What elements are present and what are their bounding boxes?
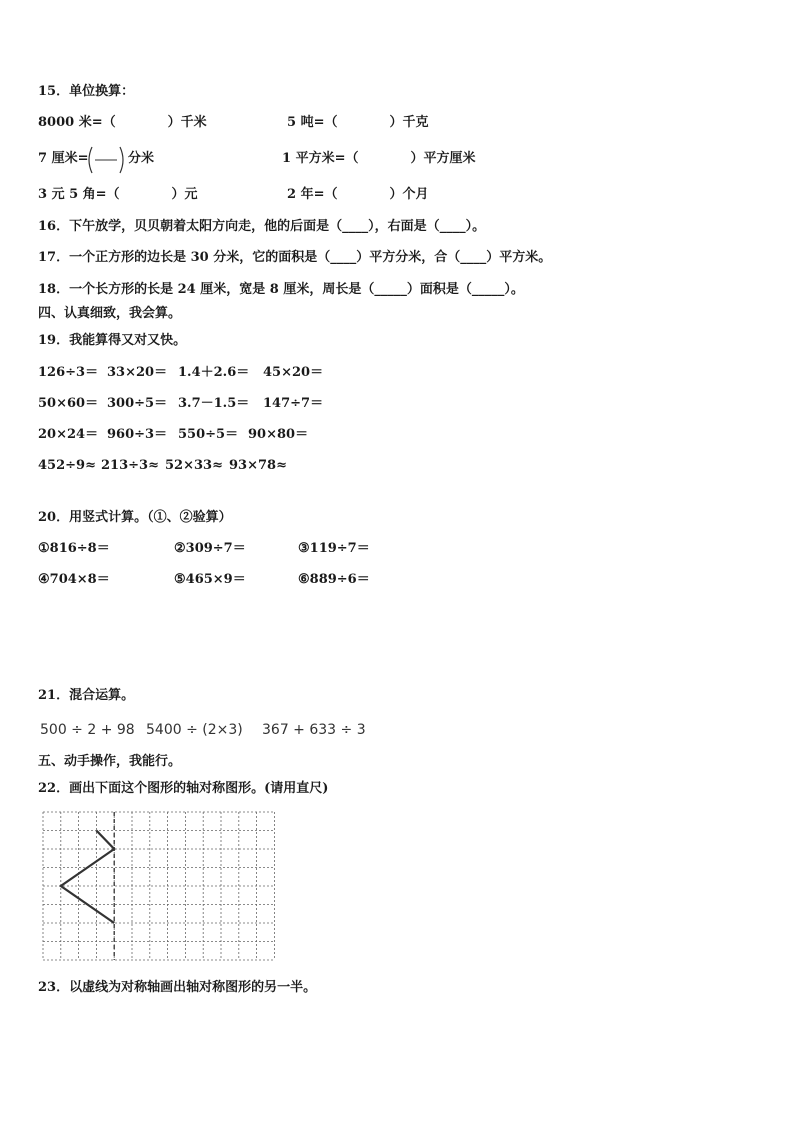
calc-item: 452÷9≈ [38,458,96,473]
vertical-calc-item: ⑤465×9＝ [174,572,246,587]
q15-row2-left-prefix: 7 厘米= [38,151,89,166]
q18-text: 18．一个长方形的长是 24 厘米，宽是 8 厘米，周长是（_____）面积是（_____）。 [38,282,524,297]
q15-row2-left-unit: 分米 [128,151,155,166]
calc-item: 50×60＝ [38,396,99,411]
q22-title: 22．画出下面这个图形的轴对称图形。(请用直尺) [38,781,329,796]
mixed-expression: 500 ÷ 2 + 98 [40,722,135,738]
symmetry-grid-figure [40,809,276,963]
grid-lines [43,812,274,960]
q15-row3-left: 3 元 5 角=（ ）元 [38,187,198,202]
fraction-blank-icon [86,146,126,174]
q15-row1-left: 8000 米=（ ）千米 [38,115,207,130]
calc-item: 3.7－1.5＝ [178,396,250,411]
q15-row2-right: 1 平方米=（ ）平方厘米 [282,151,476,166]
calc-item: 550÷5＝ [178,427,239,442]
calc-item: 147÷7＝ [263,396,324,411]
calc-item: 45×20＝ [263,365,324,380]
half-shape-polyline [61,831,114,924]
q15-row1-right: 5 吨=（ ）千克 [287,115,429,130]
vertical-calc-item: ③119÷7＝ [298,541,370,556]
q16-text: 16．下午放学，贝贝朝着太阳方向走，他的后面是（____），右面是（____）。 [38,219,486,234]
q23-title: 23．以虚线为对称轴画出轴对称图形的另一半。 [38,980,317,995]
calc-item: 300÷5＝ [107,396,168,411]
calc-item: 52×33≈ [165,458,223,473]
section-4-heading: 四、认真细致，我会算。 [38,306,182,321]
mixed-expression: 5400 ÷ (2×3) [146,722,243,738]
calc-item: 960÷3＝ [107,427,168,442]
vertical-calc-item: ⑥889÷6＝ [298,572,370,587]
q17-text: 17．一个正方形的边长是 30 分米，它的面积是（____）平方分米，合（____）平方米。 [38,250,552,265]
calc-item: 90×80＝ [248,427,309,442]
q15-row3-right: 2 年=（ ）个月 [287,187,429,202]
q15-title: 15．单位换算： [38,84,135,99]
calc-item: 126÷3＝ [38,365,99,380]
section-5-heading: 五、动手操作，我能行。 [38,754,182,769]
calc-item: 33×20＝ [107,365,168,380]
vertical-calc-item: ②309÷7＝ [174,541,246,556]
mixed-expression: 367 + 633 ÷ 3 [262,722,366,738]
q21-title: 21．混合运算。 [38,688,135,703]
calc-item: 213÷3≈ [101,458,159,473]
calc-item: 1.4＋2.6＝ [178,365,250,380]
vertical-calc-item: ①816÷8＝ [38,541,110,556]
calc-item: 20×24＝ [38,427,99,442]
q20-title: 20．用竖式计算。（①、②验算） [38,510,232,525]
q19-title: 19．我能算得又对又快。 [38,333,187,348]
calc-item: 93×78≈ [229,458,287,473]
vertical-calc-item: ④704×8＝ [38,572,110,587]
